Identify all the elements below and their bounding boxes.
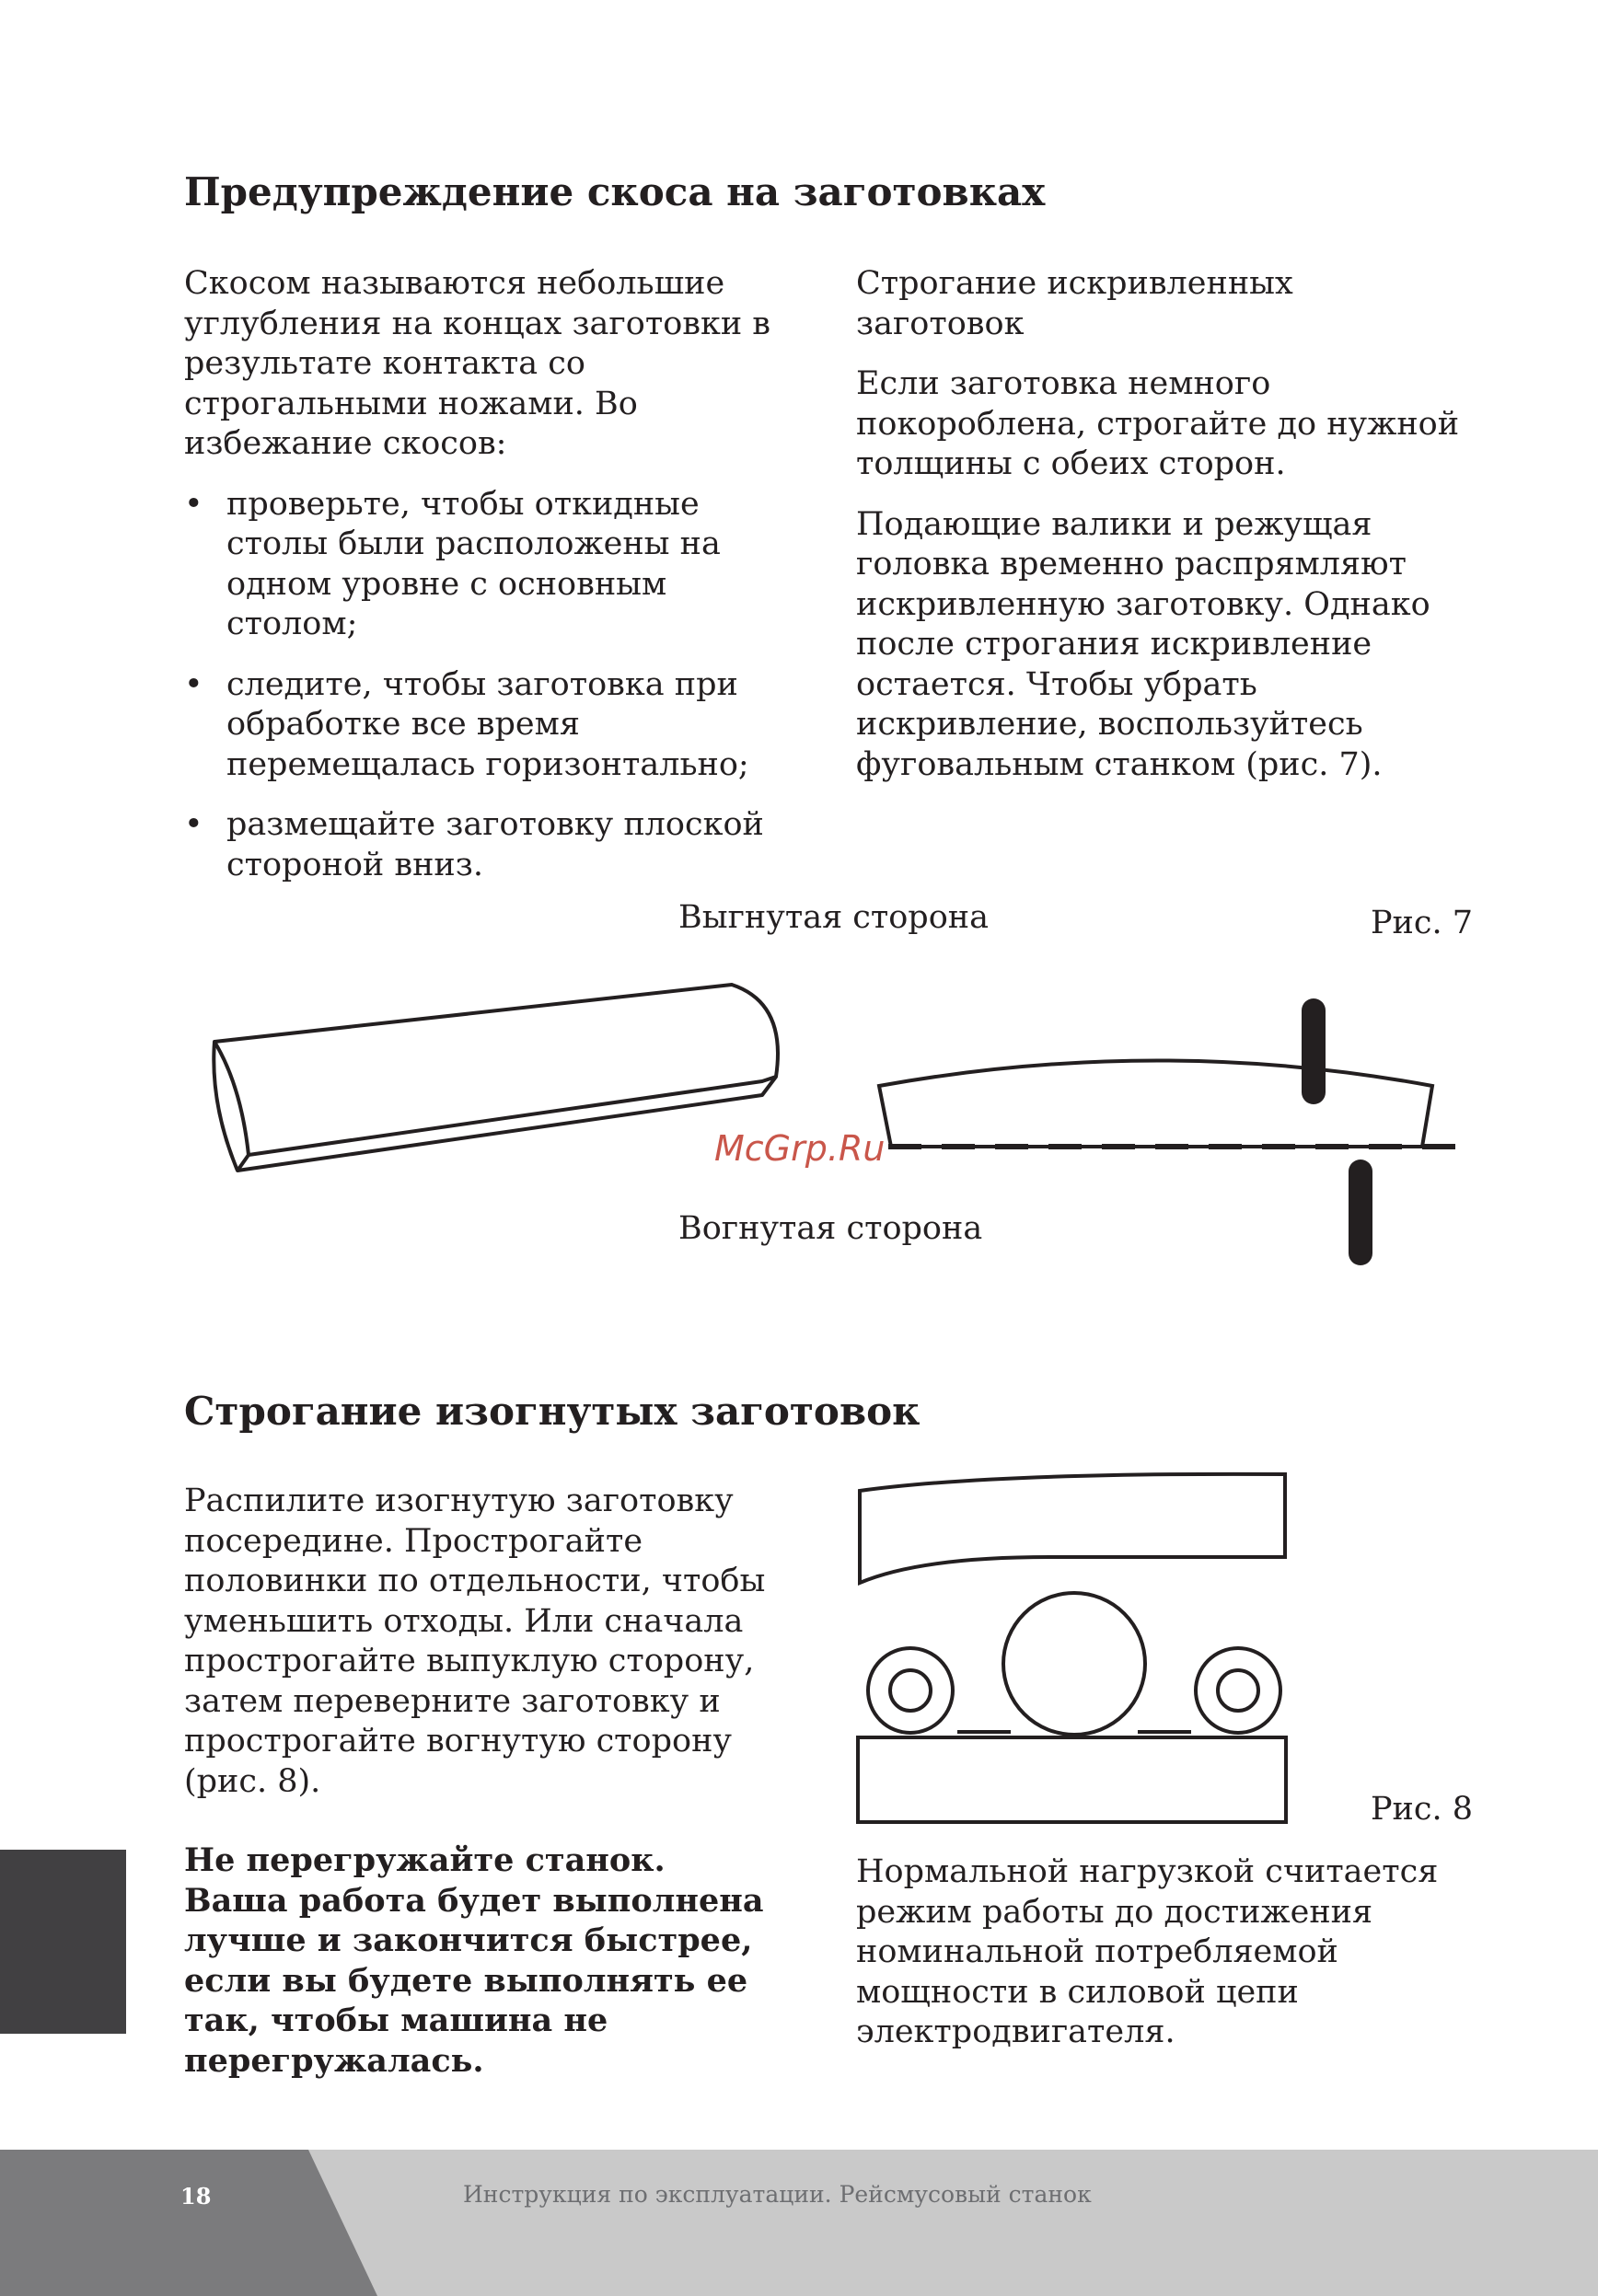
warped-para-1: Если заготовка немного покороблена, строгайте до нужной толщины с обеих сторон. [856,365,1460,482]
convex-side-label: Выгнутая сторона [678,899,989,936]
figure-7-illustration [0,966,1598,1270]
chamfer-intro: Скосом называются небольшие углубления на концах заготовки в результате контакта со строгальными ножами. Во избежание скосов: [184,265,771,462]
section-heading-bent: Строгание изогнутых заготовок [184,1389,921,1434]
warped-board-outline [879,1061,1432,1148]
normal-load-para: Нормальной нагрузкой считается режим работы до достижения номинальной потребляемой мощности в силовой цепи электродвигателя. [856,1853,1439,2050]
figure-8-illustration [828,1463,1399,1850]
warped-subheading: Строгание искривленных заготовок [856,265,1293,342]
concave-side-label: Вогнутая сторона [678,1210,983,1247]
curved-board-drawing [214,985,778,1171]
bullet-item: • проверьте, чтобы откидные столы были расположены на одном уровне с основным столом; [184,485,792,645]
bullet-item: • размещайте заготовку плоской стороной вниз. [184,805,792,885]
cutter-head [1003,1593,1145,1735]
curved-workpiece [860,1474,1285,1583]
machine-table [858,1737,1286,1822]
upper-cutter-bar [1302,998,1326,1104]
left-column-bent [184,1482,792,2101]
footer-title: Инструкция по эксплуатации. Рейсмусовый станок [463,2181,1092,2208]
overload-warning: Не перегружайте станок. Ваша работа будет выполнена лучше и закончится быстрее, если вы будете выполнять ее так, чтобы машина не перегружалась. [184,1841,764,2080]
bullet-item: • следите, чтобы заготовка при обработке все время перемещалась горизонтально; [184,665,792,786]
footer-dark-shape [0,2150,387,2296]
watermark-text: McGrp.Ru [714,1128,886,1169]
right-roller-inner [1218,1670,1258,1711]
page-number: 18 [180,2183,212,2209]
lower-cutter-bar [1349,1160,1372,1265]
right-column-load [856,1852,1482,2073]
left-roller-inner [890,1670,931,1711]
figure-8-caption: Рис. 8 [1371,1791,1473,1828]
warped-para-2: Подающие валики и режущая головка временно распрямляют искривленную заготовку. Однако после строгания искривление остается. Чтобы убрать искривление, воспользуйтесь фуговальным станком (рис. 7). [856,505,1430,783]
left-column-chamfer [184,264,792,906]
right-column-warped [856,264,1482,805]
section-heading-chamfer: Предупреждение скоса на заготовках [184,169,1046,214]
side-tab-marker [0,1850,126,2034]
chamfer-bullet-list [184,485,792,886]
figure-7-caption: Рис. 7 [1371,905,1473,941]
bent-para: Распилите изогнутую заготовку посередине. Прострогайте половинки по отдельности, чтобы уменьшить отходы. Или сначала прострогайте выпуклую сторону, затем переверните заготовку и прострогайте вогнутую сторону (рис. 8). [184,1483,766,1800]
